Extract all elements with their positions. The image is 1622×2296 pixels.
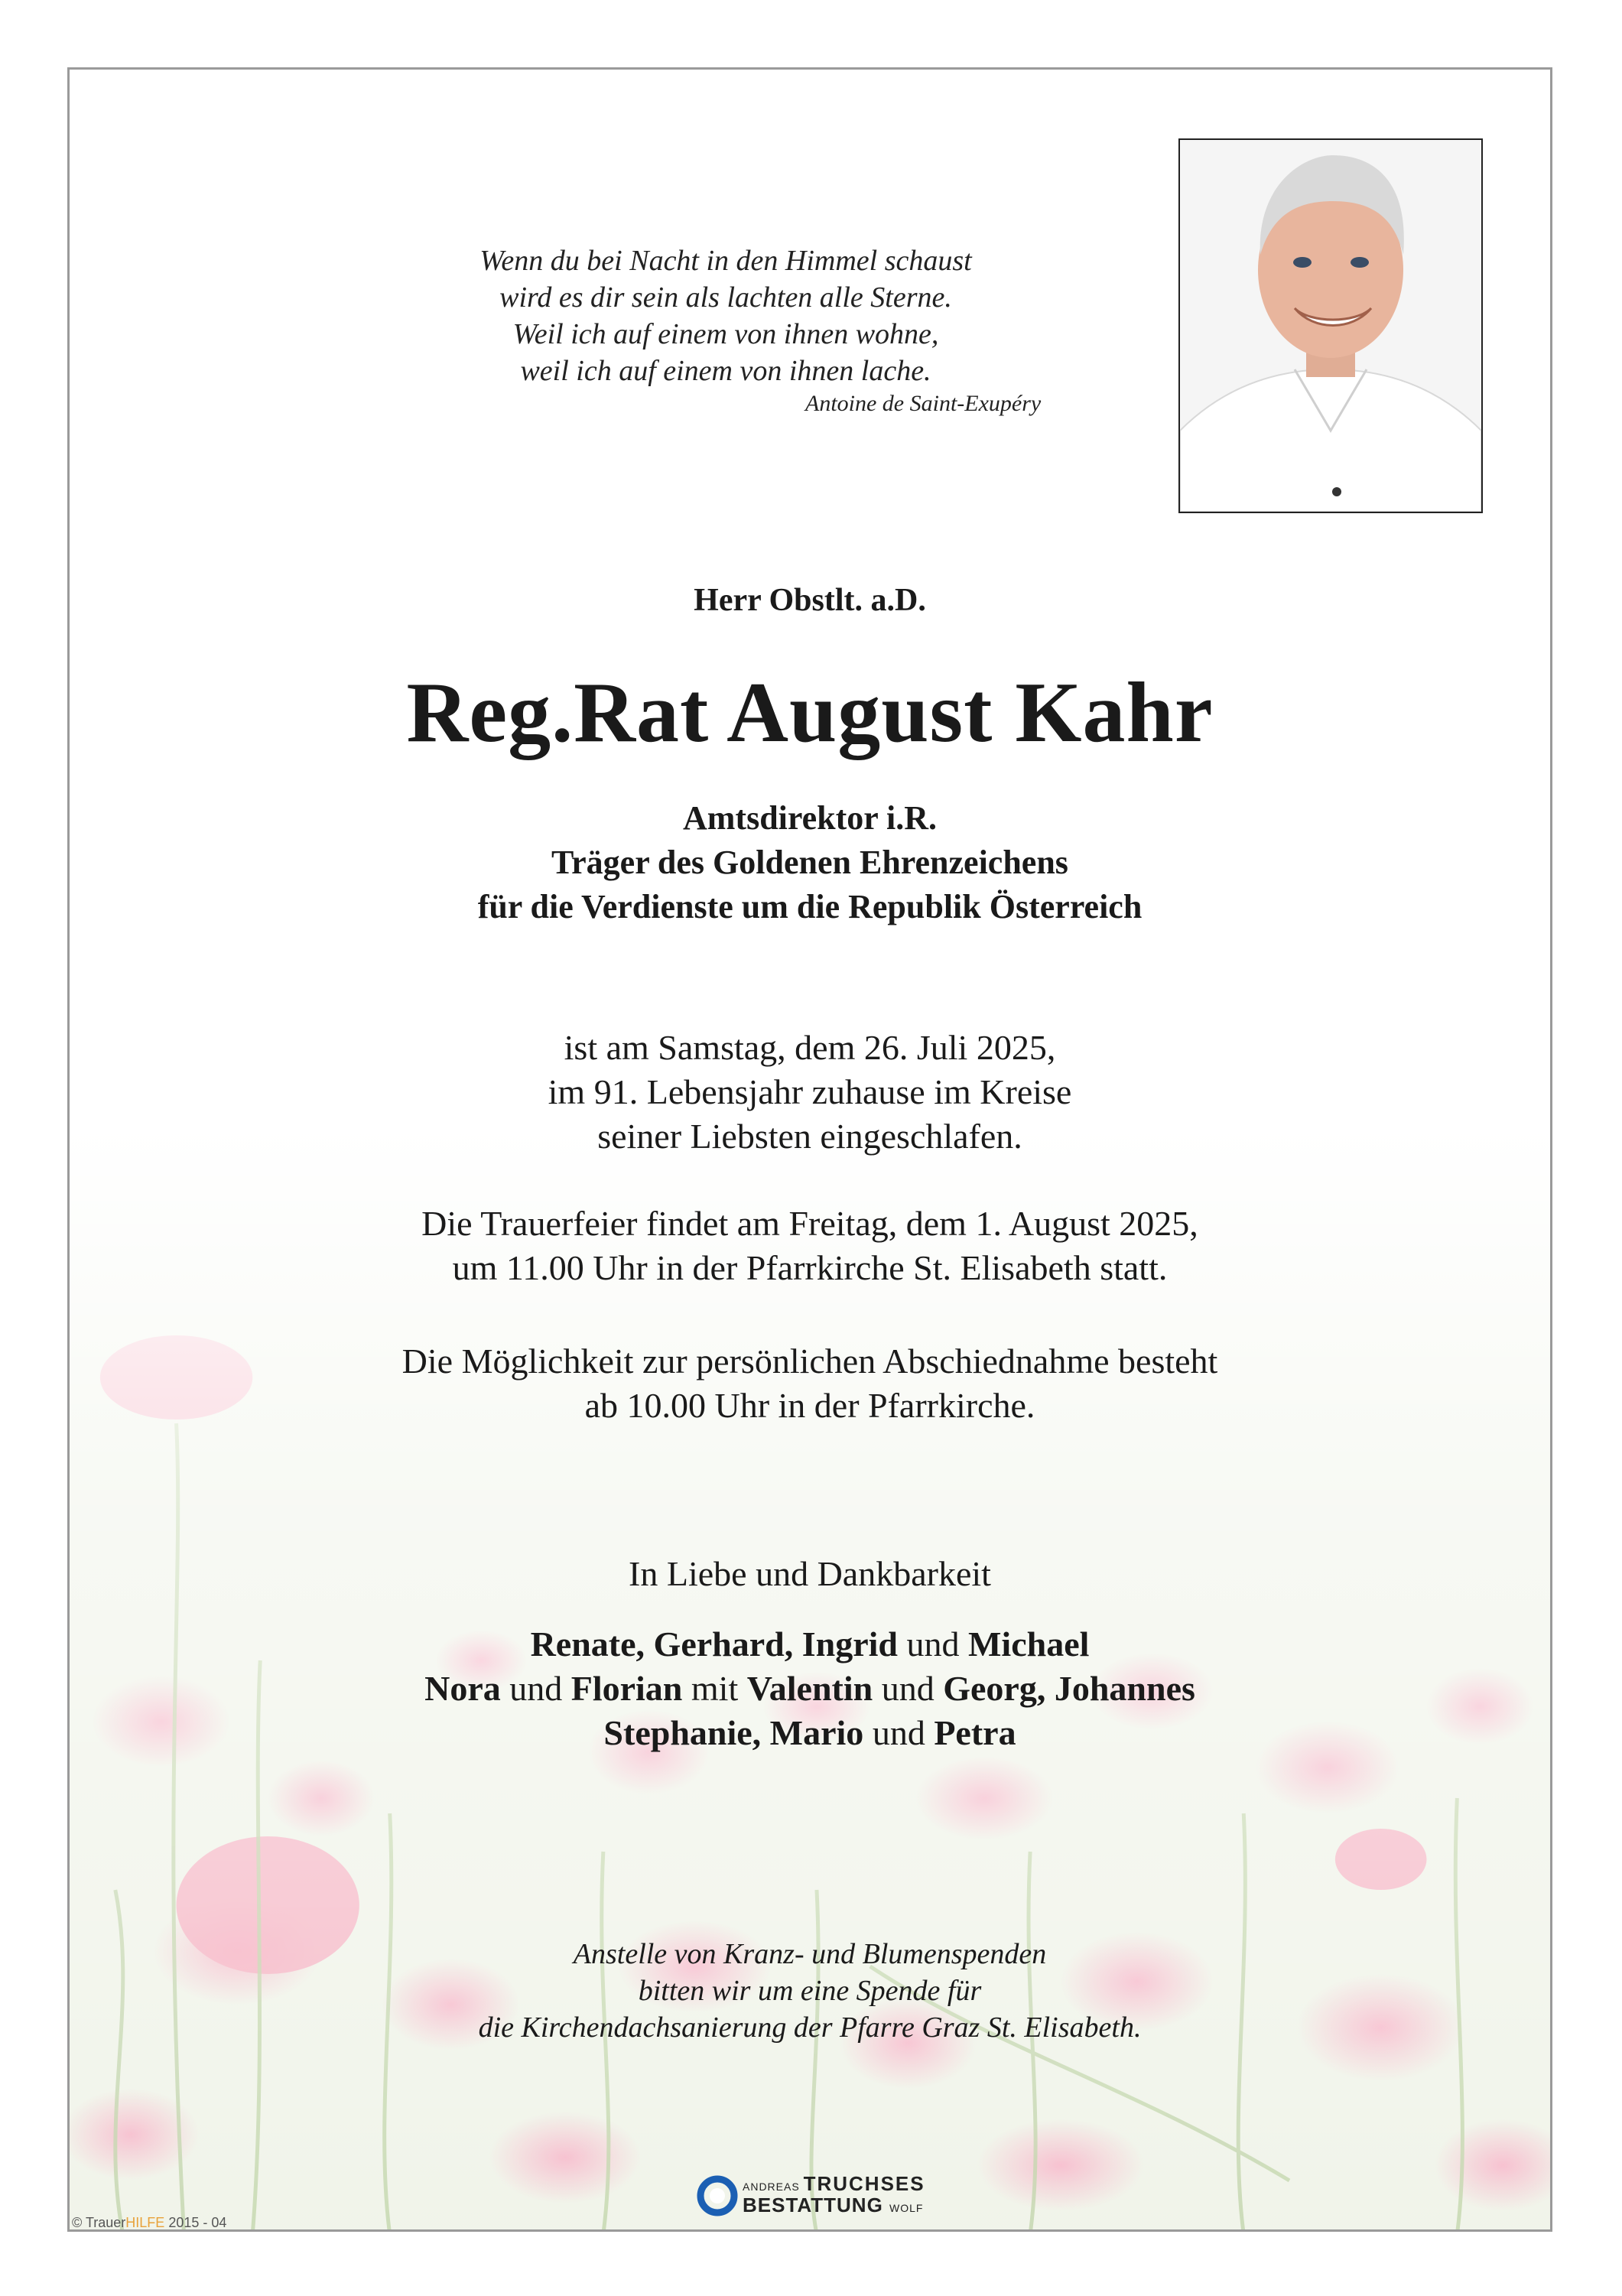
greeting: In Liebe und Dankbarkeit: [629, 1554, 991, 1593]
quote-line: wird es dir sein als lachten alle Sterne.: [499, 281, 952, 314]
title-line: Amtsdirektor i.R.: [682, 799, 938, 837]
funeral-home-logo: [697, 2173, 925, 2219]
donation-line: die Kirchendachsanierung der Pfarre Graz St. Elisabeth.: [478, 2011, 1142, 2044]
quote-line: Wenn du bei Nacht in den Himmel schaust: [479, 245, 972, 277]
farewell-line: Die Möglichkeit zur persönlichen Abschiednahme besteht: [401, 1342, 1218, 1381]
quote-line: weil ich auf einem von ihnen lache.: [520, 355, 931, 387]
copyright-notice: © TrauerHILFE 2015 - 04: [72, 2215, 227, 2230]
logo-ring-icon: [697, 2175, 738, 2216]
farewell-notice: [70, 1339, 1550, 1428]
mourner-line: Renate, Gerhard, Ingrid und Michael: [530, 1624, 1090, 1663]
ceremony-line: um 11.00 Uhr in der Pfarrkirche St. Elisabeth statt.: [452, 1248, 1168, 1287]
logo-brand-top: TRUCHSES: [803, 2172, 925, 2195]
donation-request: [70, 1936, 1550, 2046]
deceased-titles: [70, 796, 1550, 929]
donation-line: Anstelle von Kranz- und Blumenspenden: [573, 1938, 1047, 1970]
obituary-card: [67, 67, 1552, 2232]
mourner-names: [70, 1622, 1550, 1755]
farewell-line: ab 10.00 Uhr in der Pfarrkirche.: [584, 1386, 1035, 1425]
logo-brand-bottom: BESTATTUNG: [743, 2194, 883, 2216]
ceremony-line: Die Trauerfeier findet am Freitag, dem 1. August 2025,: [421, 1204, 1198, 1243]
logo-small-top: ANDREAS: [743, 2181, 800, 2193]
death-notice-line: im 91. Lebensjahr zuhause im Kreise: [548, 1072, 1072, 1111]
donation-line: bitten wir um eine Spende für: [638, 1975, 982, 2007]
title-line: Träger des Goldenen Ehrenzeichens: [551, 844, 1068, 881]
mourner-line: Stephanie, Mario und Petra: [603, 1713, 1016, 1752]
title-line: für die Verdienste um die Republik Österreich: [477, 888, 1143, 925]
quote-line: Weil ich auf einem von ihnen wohne,: [512, 318, 939, 350]
honorific-prefix: Herr Obstlt. a.D.: [694, 583, 926, 618]
ceremony-notice: [70, 1202, 1550, 1290]
portrait-photo: [1178, 138, 1483, 513]
death-notice-line: seiner Liebsten eingeschlafen.: [597, 1117, 1022, 1156]
deceased-name: Reg.Rat August Kahr: [406, 665, 1214, 760]
logo-small-bottom: WOLF: [889, 2202, 924, 2214]
quote-author: Antoine de Saint-Exupéry: [805, 391, 1042, 416]
death-notice: [70, 1026, 1550, 1159]
mourner-line: Nora und Florian mit Valentin und Georg, Johannes: [424, 1669, 1195, 1708]
death-notice-line: ist am Samstag, dem 26. Juli 2025,: [564, 1028, 1056, 1067]
